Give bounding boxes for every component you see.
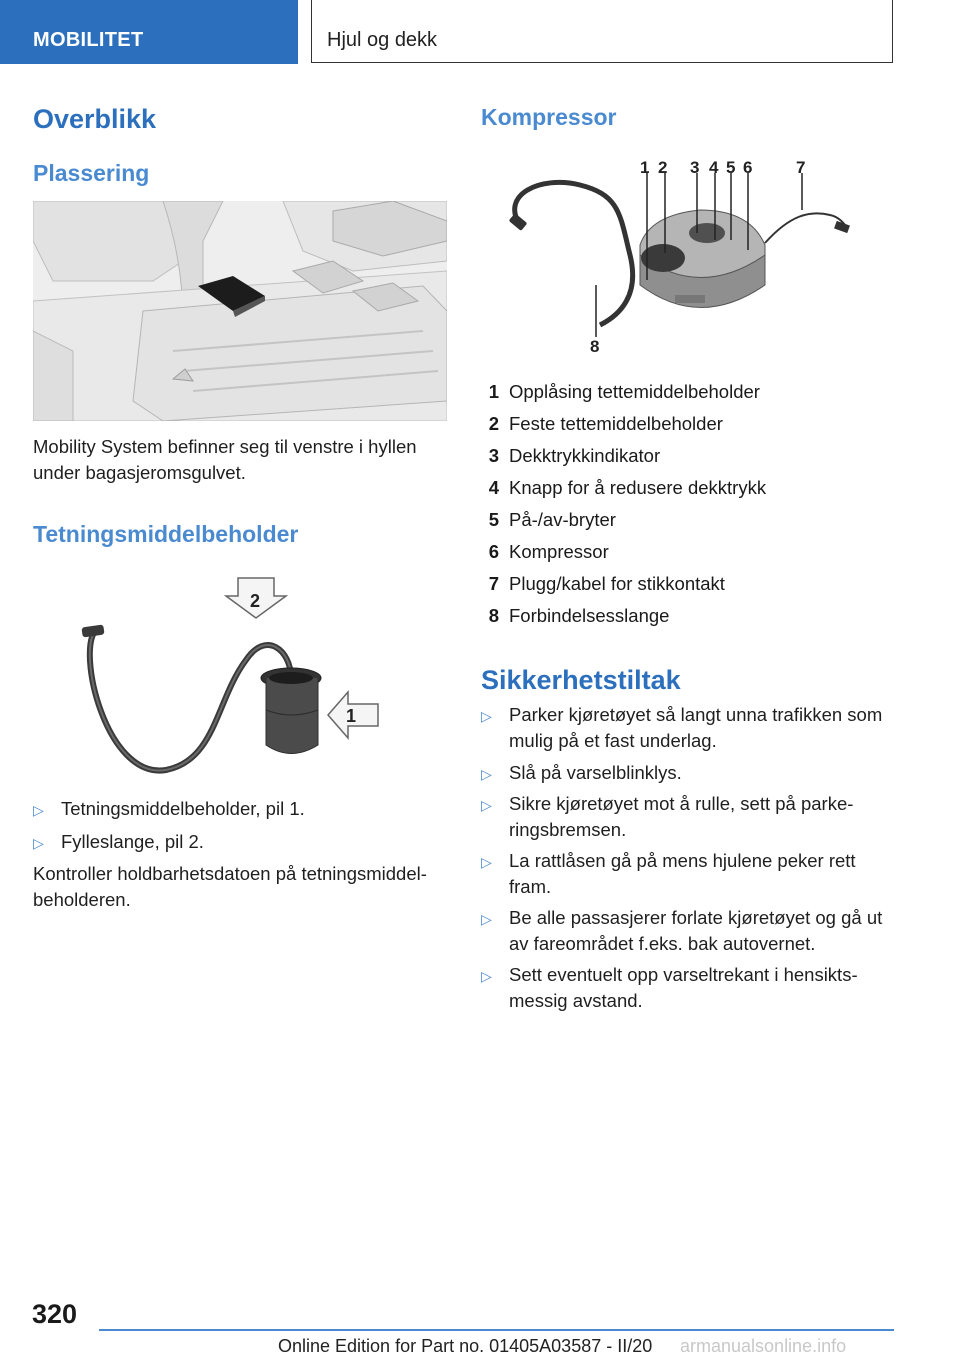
legend-text: Knapp for å redusere dekktrykk xyxy=(509,477,767,498)
list-item xyxy=(481,760,682,786)
figure-label-2: 2 xyxy=(658,158,668,177)
trunk-location-illustration xyxy=(33,201,447,421)
legend-text: Dekktrykkindikator xyxy=(509,445,661,466)
section-tab xyxy=(0,0,298,64)
container-label-2: 2 xyxy=(250,591,261,611)
legend-text: Opplåsing tettemiddelbeholder xyxy=(509,381,760,402)
bullet-line: Slå på varselblinklys. xyxy=(509,762,682,783)
placement-text-line-1: Mobility System befinner seg til venstre i hyllen xyxy=(33,436,417,457)
figure-label-3: 3 xyxy=(690,158,700,177)
list-item xyxy=(33,796,305,822)
bullet-line: Sikre kjøretøyet mot å rulle, sett på parke- xyxy=(509,793,854,814)
watermark-text: armanualsonline.info xyxy=(680,1336,847,1356)
compressor-illustration xyxy=(500,155,860,360)
legend-text: På-/av-bryter xyxy=(509,509,616,530)
page-title: Overblikk xyxy=(33,104,157,134)
footer-divider xyxy=(99,1329,894,1331)
bullet-line: mulig på et fast underlag. xyxy=(509,730,717,751)
figure-label-4: 4 xyxy=(709,158,719,177)
container-label-1: 1 xyxy=(346,706,357,726)
triangle-bullet-icon: ▷ xyxy=(481,766,492,782)
triangle-bullet-icon: ▷ xyxy=(481,708,492,724)
legend-text: Forbindelsesslange xyxy=(509,605,670,626)
triangle-bullet-icon: ▷ xyxy=(481,968,492,984)
legend-number: 7 xyxy=(488,573,499,594)
legend-number: 1 xyxy=(488,381,499,402)
legend-number: 4 xyxy=(488,477,499,498)
chapter-label: Hjul og dekk xyxy=(327,29,438,51)
legend-number: 2 xyxy=(488,413,499,434)
bullet-line: Be alle passasjerer forlate kjøretøyet og gå ut xyxy=(509,907,883,928)
bullet-line: La rattlåsen gå på mens hjulene peker rett xyxy=(509,850,856,871)
figure-label-6: 6 xyxy=(743,158,753,177)
placement-text-line-2: under bagasjeromsgulvet. xyxy=(33,462,246,483)
figure-label-1: 1 xyxy=(640,158,650,177)
legend-number: 8 xyxy=(488,605,499,626)
list-item xyxy=(33,829,204,855)
chapter-box xyxy=(311,0,893,63)
list-item xyxy=(481,848,856,900)
sealant-container-illustration xyxy=(66,570,386,780)
triangle-bullet-icon: ▷ xyxy=(481,911,492,927)
figure-label-8: 8 xyxy=(590,337,600,356)
expiry-note-line-1: Kontroller holdbarhetsdatoen på tetningsmiddel- xyxy=(33,863,427,884)
triangle-bullet-icon: ▷ xyxy=(33,802,44,818)
bullet-line: Sett eventuelt opp varseltrekant i hensikts- xyxy=(509,964,858,985)
legend-number: 5 xyxy=(488,509,499,530)
legend-text: Feste tettemiddelbeholder xyxy=(509,413,723,434)
triangle-bullet-icon: ▷ xyxy=(481,797,492,813)
list-item xyxy=(481,791,853,843)
list-item xyxy=(481,702,882,754)
bullet-line: fram. xyxy=(509,876,552,897)
triangle-bullet-icon: ▷ xyxy=(481,854,492,870)
bullet-line: ringsbremsen. xyxy=(509,819,627,840)
figure-label-5: 5 xyxy=(726,158,736,177)
figure-label-7: 7 xyxy=(796,158,806,177)
bullet-line: av fareområdet f.eks. bak autovernet. xyxy=(509,933,816,954)
triangle-bullet-icon: ▷ xyxy=(33,835,44,851)
safety-heading: Sikkerhetstiltak xyxy=(481,665,681,695)
placement-text xyxy=(33,434,417,486)
edition-text: Online Edition for Part no. 01405A03587 - II/20 xyxy=(278,1336,653,1356)
bullet-text: Fylleslange, pil 2. xyxy=(61,831,204,852)
section-label: MOBILITET xyxy=(33,29,144,51)
legend-number: 3 xyxy=(488,445,499,466)
expiry-note-line-2: beholderen. xyxy=(33,889,131,910)
list-item xyxy=(481,905,882,957)
placement-heading: Plassering xyxy=(33,160,150,186)
legend-number: 6 xyxy=(488,541,499,562)
legend-text: Kompressor xyxy=(509,541,609,562)
page-number: 320 xyxy=(32,1299,78,1329)
container-heading: Tetningsmiddelbeholder xyxy=(33,521,299,547)
bullet-text: Tetningsmiddelbeholder, pil 1. xyxy=(61,798,305,819)
expiry-note xyxy=(33,861,427,913)
legend-text: Plugg/kabel for stikkontakt xyxy=(509,573,725,594)
bullet-line: Parker kjøretøyet så langt unna trafikken som xyxy=(509,704,883,725)
compressor-heading: Kompressor xyxy=(481,104,617,130)
list-item xyxy=(481,962,858,1014)
bullet-line: messig avstand. xyxy=(509,990,643,1011)
